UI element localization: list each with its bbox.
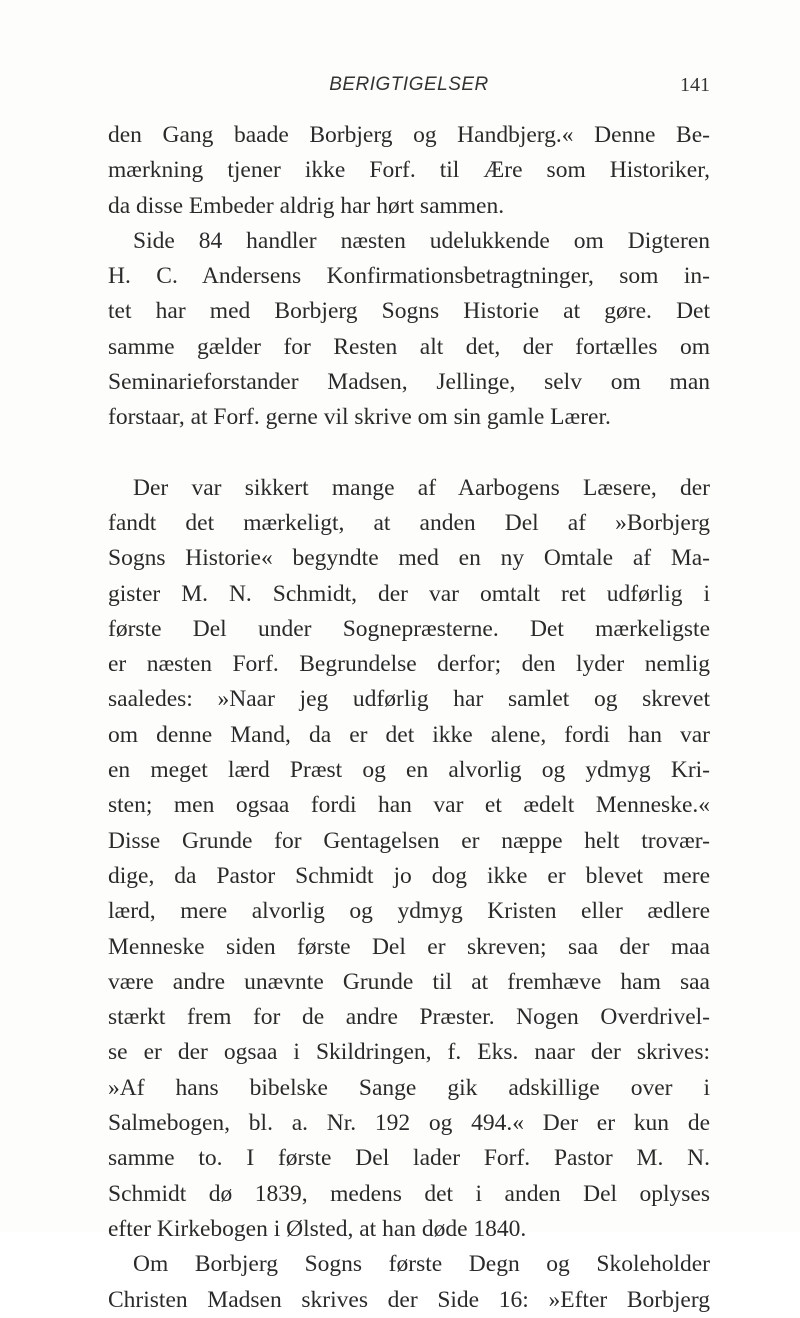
text-line: første Del under Sognepræsterne. Det mærkeligste (108, 615, 710, 642)
text-line: Om Borbjerg Sogns første Degn og Skoleholder (133, 1251, 710, 1278)
running-title: BERIGTIGELSER (329, 74, 489, 95)
text-line: gister M. N. Schmidt, der var omtalt ret udførlig i (108, 580, 710, 607)
text-line: »Af hans bibelske Sange gik adskillige over i (108, 1074, 710, 1101)
text-line: Der var sikkert mange af Aarbogens Læsere, der (133, 474, 710, 501)
text-line: Disse Grunde for Gentagelsen er næppe helt trovær- (108, 827, 710, 854)
paragraph (108, 471, 710, 1248)
page-number: 141 (680, 74, 710, 96)
running-head (108, 74, 710, 102)
text-line: er næsten Forf. Begrundelse derfor; den lyder nemlig (108, 651, 710, 678)
text-line: saaledes: »Naar jeg udførlig har samlet og skrevet (108, 686, 710, 713)
paragraph (108, 118, 710, 224)
text-line: stærkt frem for de andre Præster. Nogen Overdrivel- (108, 1004, 710, 1031)
text-line: Christen Madsen skrives der Side 16: »Efter Borbjerg (108, 1286, 710, 1313)
text-line: fandt det mærkeligt, at anden Del af »Borbjerg (108, 509, 710, 536)
text-line: være andre unævnte Grunde til at fremhæve ham saa (108, 968, 710, 995)
text-line: Schmidt dø 1839, medens det i anden Del oplyses (108, 1180, 710, 1207)
text-line: Sogns Historie« begyndte med en ny Omtale af Ma- (108, 545, 710, 572)
body-text (108, 118, 710, 1318)
paragraph (108, 1247, 710, 1318)
text-line: sten; men ogsaa fordi han var et ædelt Menneske.« (108, 792, 710, 819)
section-gap (108, 436, 710, 471)
paragraph (108, 224, 710, 436)
text-line: H. C. Andersens Konfirmationsbetragtninger, som in- (108, 263, 710, 290)
text-line: samme gælder for Resten alt det, der fortælles om (108, 333, 710, 360)
text-line: se er der ogsaa i Skildringen, f. Eks. naar der skrives: (108, 1039, 710, 1066)
text-line: efter Kirkebogen i Ølsted, at han døde 1840. (108, 1215, 527, 1242)
text-line: tet har med Borbjerg Sogns Historie at gøre. Det (108, 298, 710, 325)
text-line: Menneske siden første Del er skreven; saa der maa (108, 933, 710, 960)
text-line: Seminarieforstander Madsen, Jellinge, selv om man (108, 369, 710, 396)
text-line: en meget lærd Præst og en alvorlig og ydmyg Kri- (108, 757, 710, 784)
text-line: forstaar, at Forf. gerne vil skrive om sin gamle Lærer. (108, 404, 611, 431)
text-line: Salmebogen, bl. a. Nr. 192 og 494.« Der er kun de (108, 1110, 710, 1137)
text-line: dige, da Pastor Schmidt jo dog ikke er blevet mere (108, 862, 710, 889)
text-line: samme to. I første Del lader Forf. Pastor M. N. (108, 1145, 710, 1172)
text-line: om denne Mand, da er det ikke alene, fordi han var (108, 721, 710, 748)
text-line: den Gang baade Borbjerg og Handbjerg.« Denne Be- (108, 122, 710, 148)
text-line: lærd, mere alvorlig og ydmyg Kristen eller ædlere (108, 898, 710, 925)
text-line: Side 84 handler næsten udelukkende om Digteren (133, 227, 710, 254)
text-line: da disse Embeder aldrig har hørt sammen. (108, 192, 505, 219)
text-line: mærkning tjener ikke Forf. til Ære som Historiker, (108, 157, 710, 184)
